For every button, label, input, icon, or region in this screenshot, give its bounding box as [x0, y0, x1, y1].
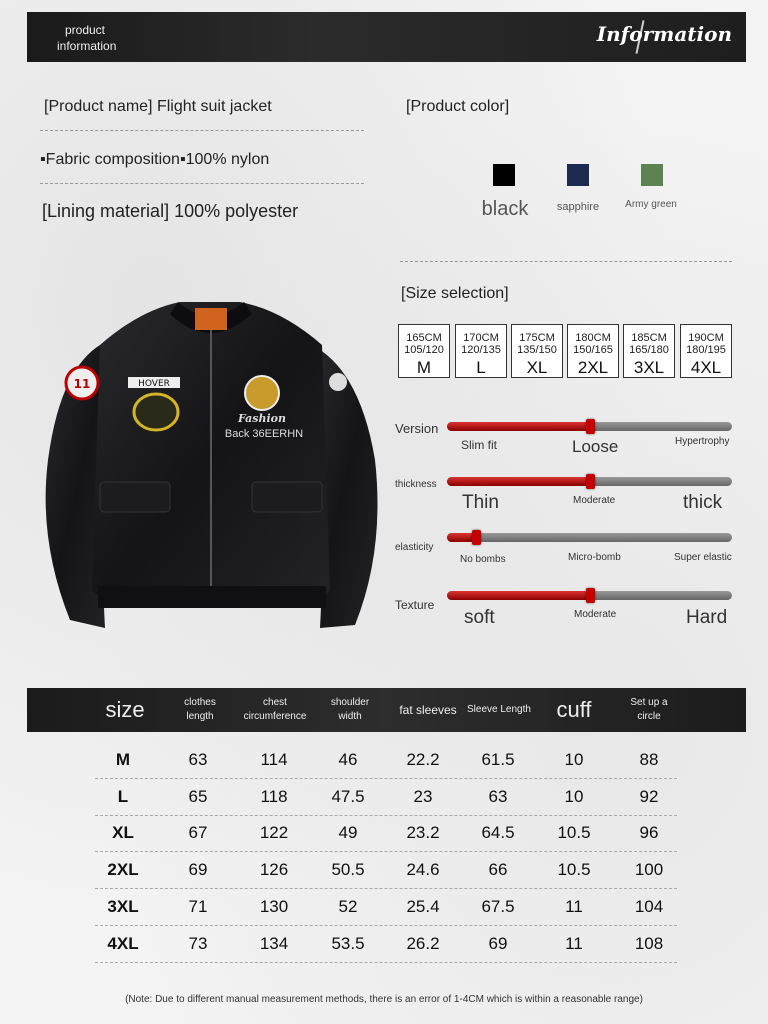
table-cell: 52: [338, 896, 358, 916]
table-cell: 49: [338, 823, 358, 843]
table-row: [95, 815, 677, 852]
slider-fill: [447, 422, 590, 431]
product-name: [Product name] Flight suit jacket: [44, 98, 272, 115]
table-cell: 67.5: [481, 896, 515, 916]
table-cell: 64.5: [481, 823, 515, 843]
table-cell: 130: [259, 896, 289, 916]
header-text: cuff: [556, 697, 592, 722]
table-cell: 11: [565, 933, 583, 953]
table-cell: 10: [564, 786, 584, 806]
slider-option: Moderate: [573, 495, 616, 506]
size-label: L: [476, 358, 486, 377]
header-sleeve-length: [465, 688, 533, 732]
table-cell: 67: [188, 823, 208, 843]
size-cell: L: [117, 786, 129, 806]
header-text: size: [105, 697, 145, 722]
header-text: fat sleeves: [399, 703, 457, 717]
fabric-composition: ▪Fabric composition▪100% nylon: [40, 151, 270, 168]
slider-option: No bombs: [460, 554, 506, 565]
header-left-line2: information: [57, 39, 117, 53]
table-row: [95, 742, 677, 779]
slider-knob[interactable]: [586, 419, 595, 434]
table-cell: 73: [188, 933, 208, 953]
size-cm: 175CM: [519, 332, 555, 344]
table-cell: 65: [188, 786, 208, 806]
color-label-army-green: Army green: [625, 199, 677, 210]
header-text: circumference: [243, 711, 307, 722]
size-label: 2XL: [577, 358, 609, 377]
measurement-note: (Note: Due to different manual measurement methods, there is an error of 1-4CM which is within a reasonable range): [125, 994, 643, 1005]
table-cell: 114: [260, 750, 288, 769]
slider-title-texture: Texture: [395, 598, 435, 612]
inner-label: [195, 308, 227, 330]
size-cell: M: [115, 750, 131, 769]
slider-texture[interactable]: [447, 591, 732, 600]
table-cell: 69: [488, 933, 508, 953]
slider-fill: [447, 591, 590, 600]
slider-option: Hypertrophy: [675, 436, 730, 447]
slider-version[interactable]: [447, 422, 732, 431]
tiger-patch: [245, 376, 279, 410]
divider: [40, 183, 364, 184]
size-option-2xl[interactable]: [567, 324, 619, 378]
badge-number: 11: [73, 377, 91, 391]
header-bar: [27, 12, 746, 62]
divider: [40, 130, 364, 131]
size-cm: 170CM: [463, 332, 499, 344]
size-range: 165/180: [629, 344, 669, 356]
size-cm: 185CM: [631, 332, 667, 344]
back-text: Back 36EERHN: [224, 428, 304, 440]
table-cell: 61.5: [481, 750, 515, 769]
size-range: 120/135: [461, 344, 501, 356]
table-row: [95, 852, 677, 889]
table-cell: 22.2: [406, 750, 440, 769]
table-cell: 88: [639, 750, 659, 769]
size-option-xl[interactable]: [511, 324, 563, 378]
size-range: 180/195: [686, 344, 726, 356]
table-cell: 108: [634, 933, 664, 953]
color-swatch-sapphire[interactable]: [567, 164, 589, 186]
size-label: 4XL: [690, 358, 722, 377]
slider-option: Thin: [462, 492, 499, 513]
table-cell: 25.4: [406, 896, 440, 916]
left-pocket: [100, 482, 170, 512]
header-size: [97, 688, 153, 732]
slider-title-version: Version: [395, 421, 439, 436]
hover-text: HOVER: [138, 379, 170, 389]
table-cell: 46: [338, 750, 358, 769]
size-label: 3XL: [633, 358, 665, 377]
information-title: Information: [596, 22, 732, 46]
size-option-l[interactable]: [455, 324, 507, 378]
table-cell: 66: [488, 860, 508, 880]
slider-option: Slim fit: [461, 438, 497, 452]
table-cell: 100: [634, 860, 664, 880]
table-cell: 24.6: [406, 860, 440, 880]
header-clothes-length: [172, 688, 228, 732]
color-label-black: black: [481, 198, 529, 220]
header-fat-sleeves: [393, 688, 463, 732]
slider-title-elasticity: elasticity: [395, 542, 434, 553]
header-text: circle: [637, 711, 661, 722]
table-cell: 47.5: [331, 786, 365, 806]
slider-title-thickness: thickness: [395, 479, 437, 490]
table-cell: 92: [639, 786, 659, 806]
slider-option: soft: [464, 607, 495, 628]
size-option-4xl[interactable]: [680, 324, 732, 378]
size-range: 135/150: [517, 344, 557, 356]
table-cell: 23: [413, 786, 433, 806]
lining-material: [Lining material] 100% polyester: [42, 201, 299, 221]
right-pocket: [252, 482, 322, 512]
slider-option: Super elastic: [674, 552, 732, 563]
slider-knob[interactable]: [586, 474, 595, 489]
fashion-text: Fashion: [237, 412, 287, 425]
table-cell: 122: [259, 823, 289, 843]
size-cm: 190CM: [688, 332, 724, 344]
table-cell: 63: [488, 786, 508, 806]
size-cm: 180CM: [575, 332, 611, 344]
header-text: clothes: [184, 697, 216, 708]
table-cell: 134: [259, 933, 289, 953]
size-cell: 4XL: [107, 933, 139, 953]
table-cell: 63: [188, 750, 208, 769]
table-cell: 118: [260, 786, 288, 806]
header-text: Set up a: [630, 697, 668, 708]
table-row: [95, 779, 677, 816]
size-table-header: [27, 688, 746, 732]
slider-fill: [447, 477, 590, 486]
color-swatch-army-green[interactable]: [641, 164, 663, 186]
table-cell: 11: [565, 896, 583, 916]
header-left-line1: product: [64, 23, 106, 37]
size-cm: 165CM: [406, 332, 442, 344]
header-text: Sleeve Length: [467, 704, 531, 715]
table-cell: 53.5: [331, 933, 365, 953]
slider-elasticity[interactable]: [447, 533, 732, 542]
header-text: shoulder: [330, 697, 370, 708]
jacket-image: [30, 290, 390, 640]
table-cell: 10.5: [557, 823, 591, 843]
product-information-label: [57, 22, 117, 54]
size-cell: 2XL: [107, 860, 139, 880]
table-row: [95, 926, 677, 963]
size-option-m[interactable]: [398, 324, 450, 378]
table-row: [95, 889, 677, 926]
table-cell: 96: [639, 823, 659, 843]
size-label: XL: [526, 358, 548, 377]
slider-option: Hard: [686, 607, 728, 628]
slider-knob[interactable]: [586, 588, 595, 603]
right-sleeve-patch: [329, 373, 347, 391]
table-cell: 104: [634, 896, 664, 916]
table-cell: 10.5: [557, 860, 591, 880]
slider-option: Micro-bomb: [568, 552, 621, 563]
size-cell: XL: [112, 823, 134, 843]
slider-thickness[interactable]: [447, 477, 732, 486]
product-color-title: [Product color]: [406, 98, 510, 115]
slider-option: Moderate: [574, 609, 617, 620]
table-cell: 26.2: [406, 933, 440, 953]
header-text: chest: [263, 697, 287, 708]
waistband: [98, 586, 326, 608]
header-text: width: [338, 711, 362, 722]
color-swatch-black[interactable]: [493, 164, 515, 186]
table-cell: 23.2: [406, 823, 440, 843]
size-label: M: [416, 358, 432, 377]
slider-knob[interactable]: [472, 530, 481, 545]
table-cell: 126: [259, 860, 289, 880]
size-range: 150/165: [573, 344, 613, 356]
header-chest: [239, 688, 311, 732]
table-cell: 71: [188, 896, 208, 916]
slider-option: Loose: [572, 437, 619, 456]
header-shoulder: [322, 688, 378, 732]
size-option-3xl[interactable]: [623, 324, 675, 378]
table-cell: 69: [188, 860, 208, 880]
squadron-patch: [134, 394, 178, 430]
header-set-up-circle: [621, 688, 677, 732]
size-cell: 3XL: [107, 896, 139, 916]
size-range: 105/120: [404, 344, 444, 356]
table-cell: 10: [564, 750, 584, 769]
table-cell: 50.5: [331, 860, 365, 880]
color-label-sapphire: sapphire: [556, 201, 600, 213]
size-selection-title: [Size selection]: [401, 285, 509, 302]
header-cuff: [547, 688, 601, 732]
header-text: length: [186, 711, 214, 722]
slider-option: thick: [683, 492, 723, 513]
divider: [400, 261, 732, 262]
